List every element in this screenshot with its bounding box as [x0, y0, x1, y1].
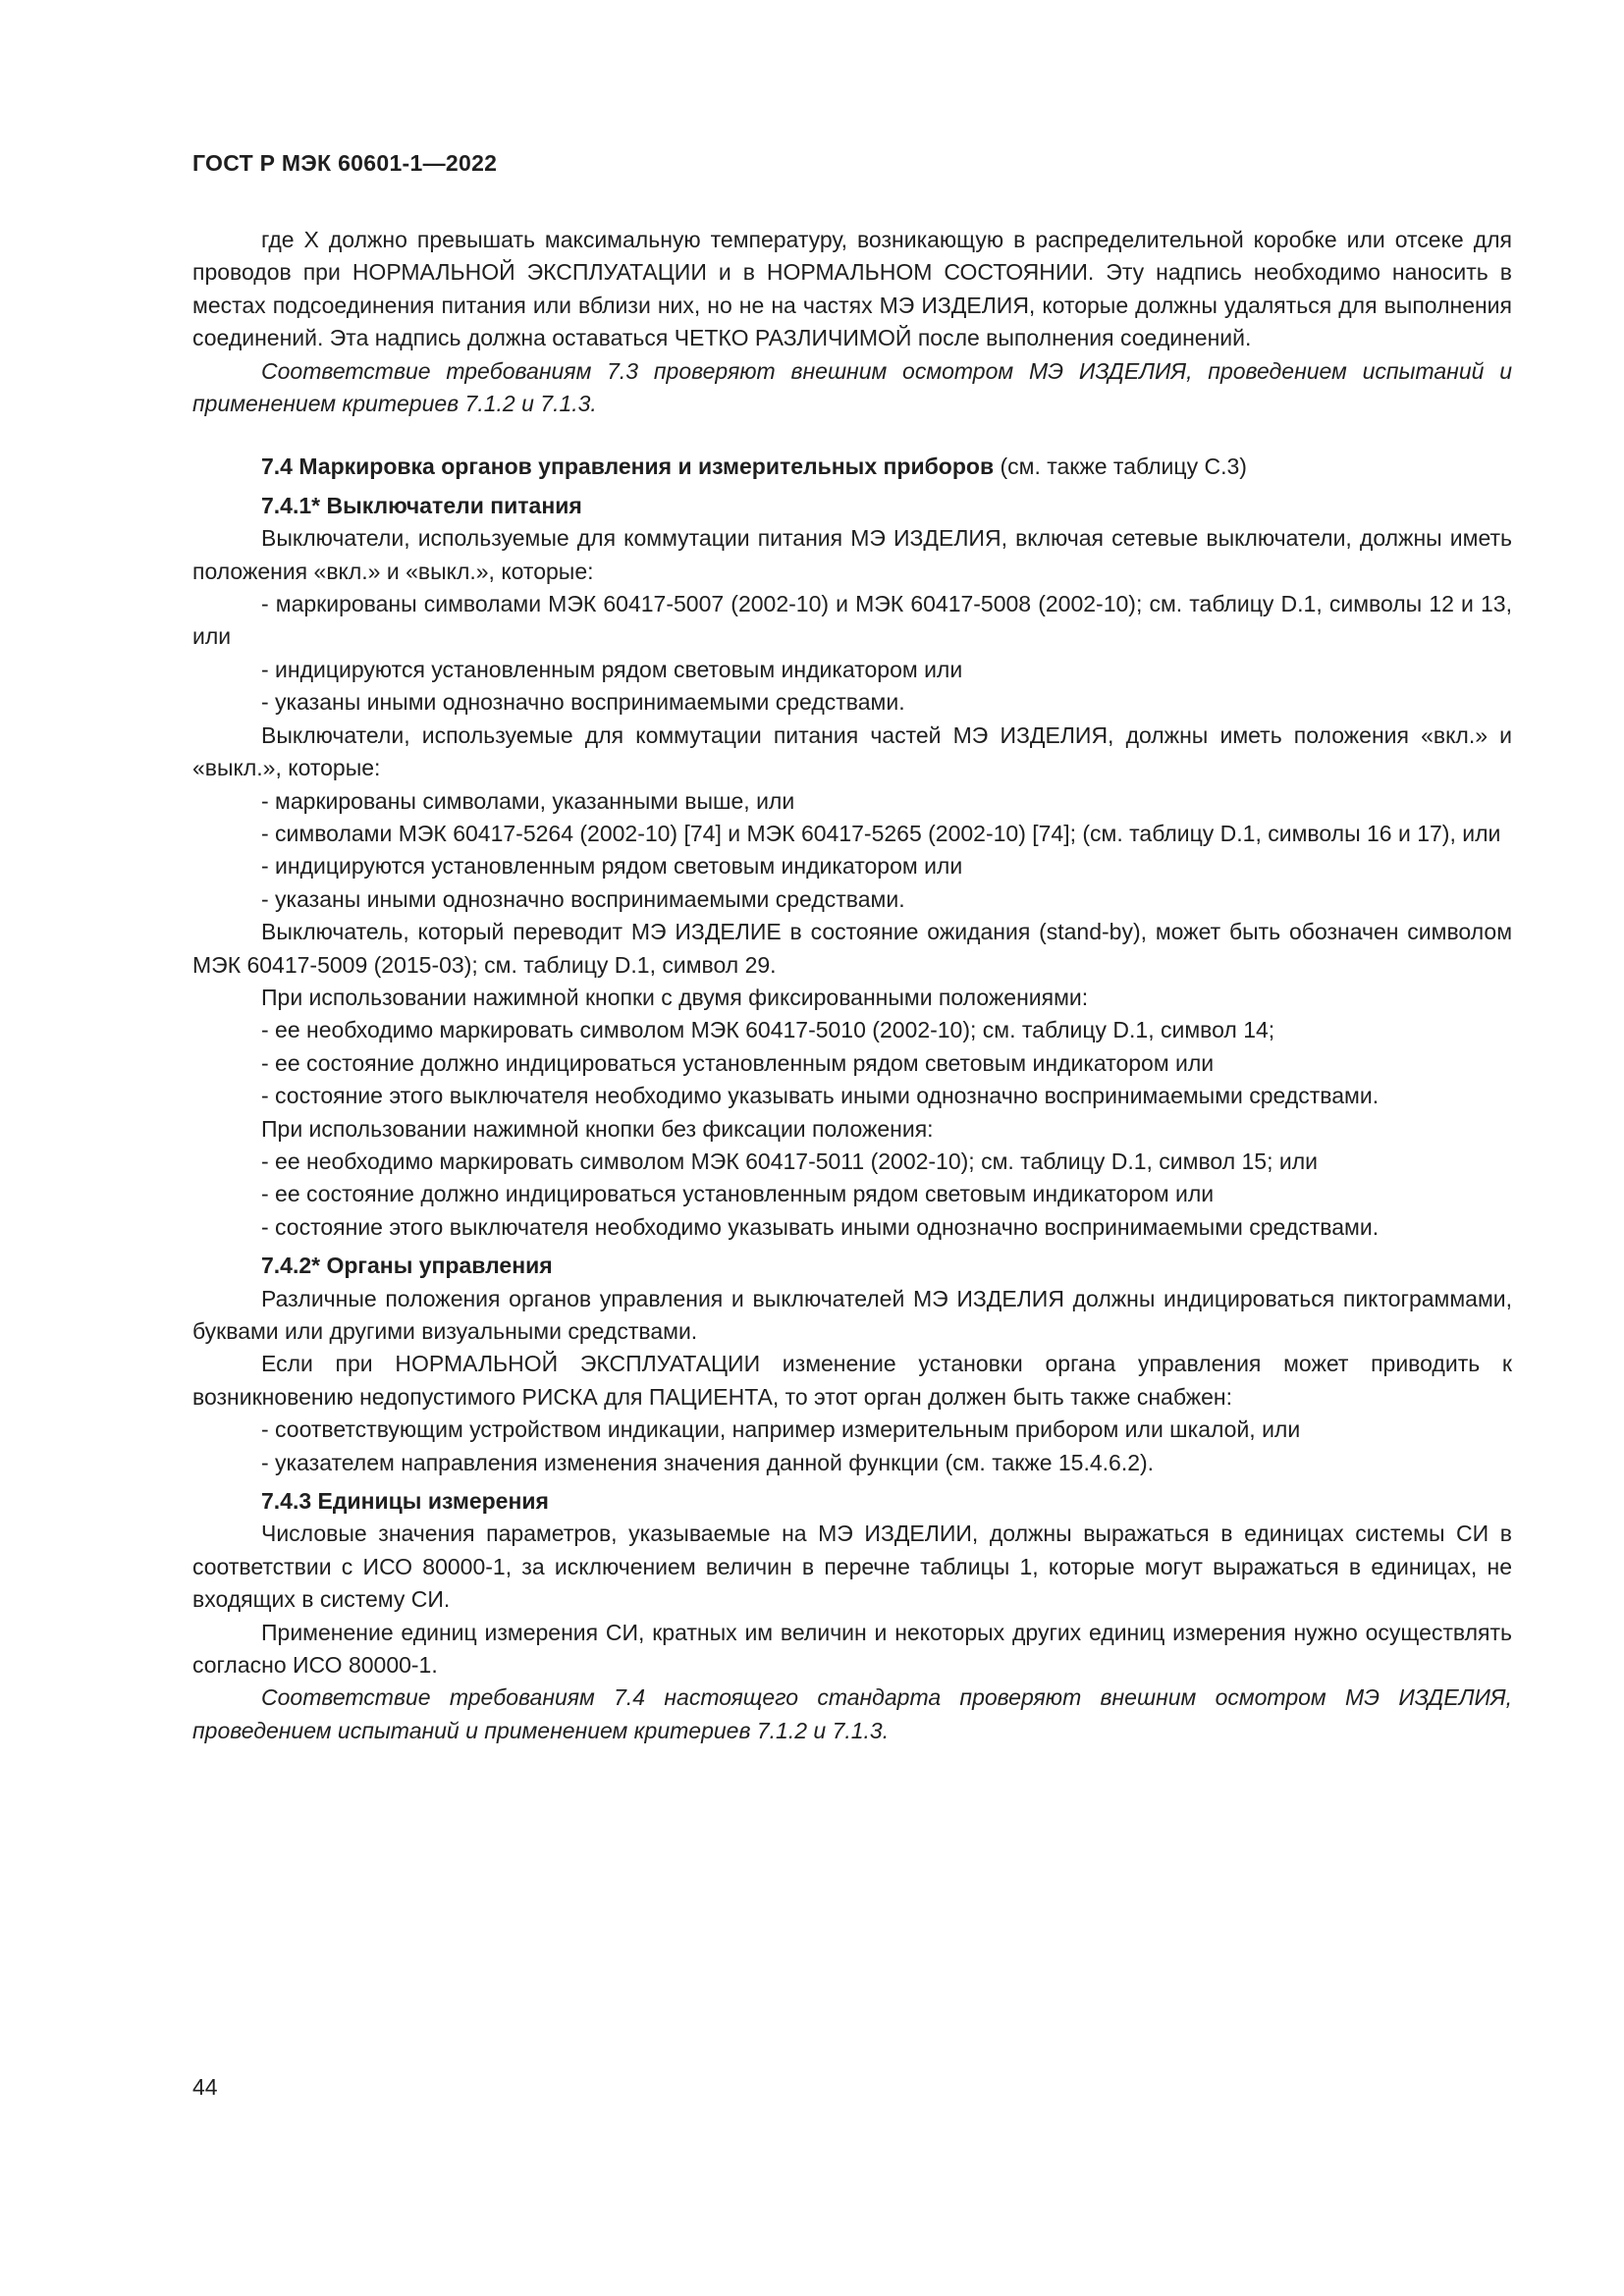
section-heading-7-4 [192, 451, 1512, 483]
paragraph: Применение единиц измерения СИ, кратных им величин и некоторых других единиц измерения нужно осуществлять согласно ИСО 80000-1. [192, 1619, 1512, 1679]
list-item: - состояние этого выключателя необходимо указывать иными однозначно воспринимаемыми средствами. [261, 1083, 1380, 1109]
list-item: - маркированы символами, указанными выше, или [261, 787, 795, 814]
list-item: - ее необходимо маркировать символом МЭК 60417-5010 (2002-10); см. таблицу D.1, символ 14; [261, 1017, 1275, 1043]
paragraph: Различные положения органов управления и выключателей МЭ ИЗДЕЛИЯ должны индицироваться пиктограммами, буквами или другими визуальными средствами. [192, 1285, 1512, 1344]
list-item: - состояние этого выключателя необходимо указывать иными однозначно воспринимаемыми средствами. [261, 1213, 1380, 1240]
document-header: ГОСТ Р МЭК 60601-1—2022 [192, 150, 498, 176]
list-item: - ее состояние должно индицироваться установленным рядом световым индикатором или [261, 1181, 1215, 1207]
paragraph: Выключатель, который переводит МЭ ИЗДЕЛИЕ в состояние ожидания (stand-by), может быть обозначен символом МЭК 60417-5009 (2015-03); см. таблицу D.1, символ 29. [192, 919, 1512, 978]
paragraph: где X должно превышать максимальную температуру, возникающую в распределительной коробке или отсеке для проводов при НОРМАЛЬНОЙ ЭКСПЛУАТАЦИИ и в НОРМАЛЬНОМ СОСТОЯНИИ. Эту надпись необходимо наносить в местах подсоединения питания или вблизи них, но не на частях МЭ ИЗДЕЛИЯ, которые должны удаляться для выполнения соединений. Эта надпись должна оставаться ЧЕТКО РАЗЛИЧИМОЙ после выполнения соединений. [192, 227, 1512, 351]
list-item: - указателем направления изменения значения данной функции (см. также 15.4.6.2). [261, 1449, 1155, 1475]
subsection-7-4-2-body [192, 1283, 1512, 1479]
list-item: - соответствующим устройством индикации, например измерительным прибором или шкалой, или [261, 1416, 1301, 1443]
paragraph: Если при НОРМАЛЬНОЙ ЭКСПЛУАТАЦИИ изменение установки органа управления может приводить к возникновению недопустимого РИСКА для ПАЦИЕНТА, то этот орган должен быть также снабжен: [192, 1351, 1512, 1410]
subsection-heading-7-4-1: 7.4.1* Выключатели питания [261, 492, 582, 518]
section-title-7-4-suffix: (см. также таблицу С.3) [994, 454, 1247, 480]
list-item: - маркированы символами МЭК 60417-5007 (2002-10) и МЭК 60417-5008 (2002-10); см. таблицу D.1, символы 12 и 13, или [192, 591, 1512, 650]
page-number: 44 [192, 2074, 218, 2100]
list-item: - индицируются установленным рядом световым индикатором или [261, 656, 963, 682]
paragraph: Выключатели, используемые для коммутации питания частей МЭ ИЗДЕЛИЯ, должны иметь положения «вкл.» и «выкл.», которые: [192, 721, 1512, 781]
paragraph: При использовании нажимной кнопки с двумя фиксированными положениями: [261, 984, 1089, 1010]
list-item: - указаны иными однозначно воспринимаемыми средствами. [261, 689, 905, 716]
list-item: - индицируются установленным рядом световым индикатором или [261, 853, 963, 880]
section-title-7-4: 7.4 Маркировка органов управления и измерительных приборов [261, 454, 995, 480]
list-item: - указаны иными однозначно воспринимаемыми средствами. [261, 885, 905, 912]
list-item: - ее состояние должно индицироваться установленным рядом световым индикатором или [261, 1049, 1215, 1076]
subsection-7-4-1-body [192, 522, 1512, 1244]
list-item: - символами МЭК 60417-5264 (2002-10) [74] и МЭК 60417-5265 (2002-10) [74]; (см. таблицу D.1, символы 16 и 17), или [261, 820, 1501, 846]
subsection-7-4-3-body [192, 1518, 1512, 1747]
paragraph: Выключатели, используемые для коммутации питания МЭ ИЗДЕЛИЯ, включая сетевые выключатели, должны иметь положения «вкл.» и «выкл.», которые: [192, 525, 1512, 584]
page-content [192, 224, 1512, 1747]
subsection-heading-7-4-3: 7.4.3 Единицы измерения [261, 1488, 549, 1515]
paragraph: При использовании нажимной кнопки без фиксации положения: [261, 1115, 934, 1142]
top-block [192, 224, 1512, 420]
paragraph: Числовые значения параметров, указываемые на МЭ ИЗДЕЛИИ, должны выражаться в единицах системы СИ в соответствии с ИСО 80000-1, за исключением величин в перечне таблицы 1, которые могут выражаться в единицах, не входящих в систему СИ. [192, 1521, 1512, 1613]
compliance-note: Соответствие требованиям 7.3 проверяют внешним осмотром МЭ ИЗДЕЛИЯ, проведением испытаний и применением критериев 7.1.2 и 7.1.3. [192, 357, 1512, 417]
compliance-note: Соответствие требованиям 7.4 настоящего стандарта проверяют внешним осмотром МЭ ИЗДЕЛИЯ, проведением испытаний и применением критериев 7.1.2 и 7.1.3. [192, 1684, 1512, 1743]
list-item: - ее необходимо маркировать символом МЭК 60417-5011 (2002-10); см. таблицу D.1, символ 15; или [261, 1148, 1318, 1174]
subsection-heading-7-4-2: 7.4.2* Органы управления [261, 1253, 553, 1279]
